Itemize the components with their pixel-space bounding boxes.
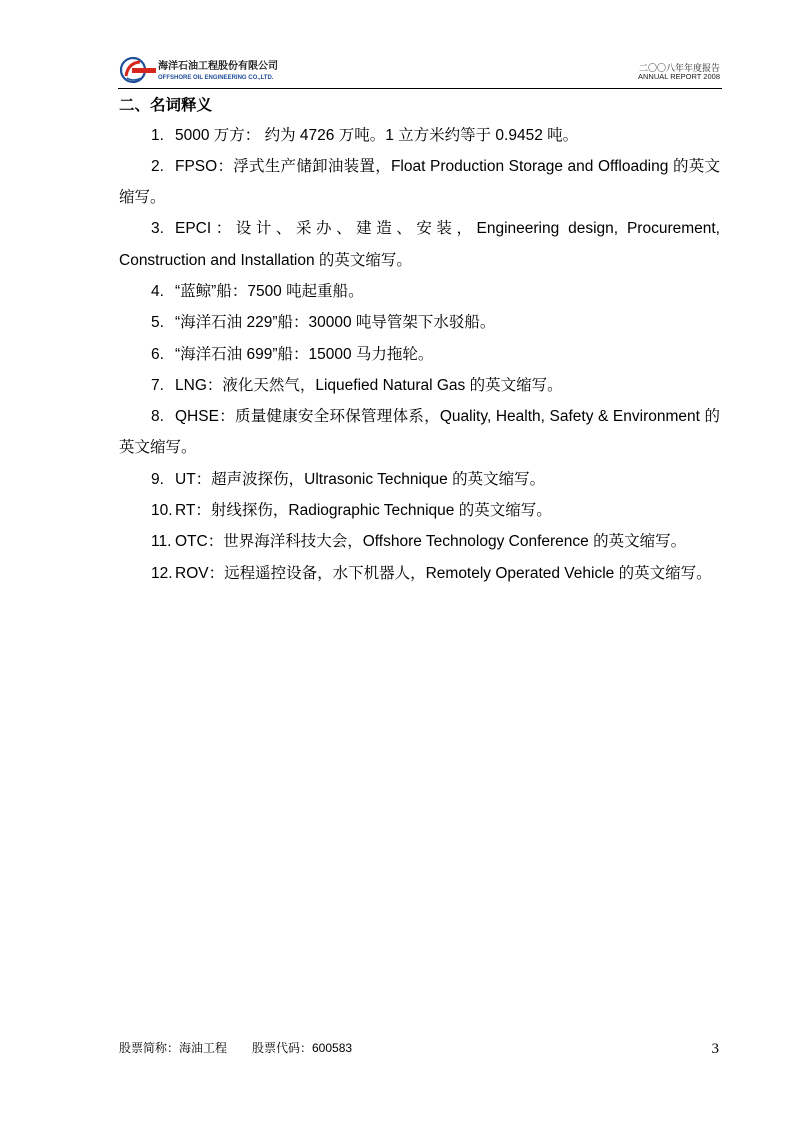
item-number: 5. bbox=[151, 314, 164, 332]
item-text: UT：超声波探伤，Ultrasonic Technique 的英文缩写。 bbox=[175, 470, 546, 488]
item-number: 12. bbox=[151, 564, 173, 582]
item-number: 6. bbox=[151, 345, 164, 363]
glossary-item-8 bbox=[119, 401, 720, 464]
item-text: LNG：液化天然气，Liquefied Natural Gas 的英文缩写。 bbox=[175, 376, 563, 394]
item-text: “蓝鲸”船：7500 吨起重船。 bbox=[175, 282, 364, 300]
item-text: EPCI：设计、采办、建造、安装，Engineering design, Procurement, Construction and Installation 的英文缩写。 bbox=[119, 220, 720, 269]
item-text: 5000 万方： 约为 4726 万吨。1 立方米约等于 0.9452 吨。 bbox=[175, 126, 579, 144]
item-number: 10. bbox=[151, 502, 173, 520]
glossary-item-4 bbox=[119, 276, 720, 307]
item-number: 2. bbox=[151, 157, 164, 175]
header-divider bbox=[118, 88, 722, 89]
glossary-item-11 bbox=[119, 526, 720, 557]
item-number: 3. bbox=[151, 220, 164, 238]
company-name-en: OFFSHORE OIL ENGINEERING CO.,LTD. bbox=[158, 75, 274, 81]
item-text: RT：射线探伤，Radiographic Technique 的英文缩写。 bbox=[175, 502, 552, 520]
glossary-item-9 bbox=[119, 464, 720, 495]
glossary-list bbox=[119, 120, 720, 589]
page-number: 3 bbox=[711, 1041, 719, 1057]
item-text: “海洋石油 699”船：15000 马力拖轮。 bbox=[175, 345, 434, 363]
glossary-item-2 bbox=[119, 151, 720, 214]
logo-band bbox=[132, 68, 156, 73]
item-text: ROV：远程遥控设备，水下机器人，Remotely Operated Vehicle 的英文缩写。 bbox=[175, 564, 712, 582]
glossary-item-12 bbox=[119, 558, 720, 589]
item-number: 7. bbox=[151, 376, 164, 394]
glossary-item-7 bbox=[119, 370, 720, 401]
section-title: 二、名词释义 bbox=[119, 97, 213, 114]
glossary-item-3 bbox=[119, 213, 720, 276]
glossary-item-5 bbox=[119, 307, 720, 338]
report-title-cn: 二〇〇八年年度报告 bbox=[638, 63, 720, 73]
item-text: FPSO：浮式生产储卸油装置，Float Production Storage and Offloading 的英文缩写。 bbox=[119, 157, 720, 207]
item-text: QHSE：质量健康安全环保管理体系，Quality, Health, Safety & Environment 的英文缩写。 bbox=[119, 408, 720, 457]
item-text: OTC：世界海洋科技大会，Offshore Technology Conference 的英文缩写。 bbox=[175, 533, 687, 551]
glossary-item-10 bbox=[119, 495, 720, 526]
company-name-cn: 海洋石油工程股份有限公司 bbox=[158, 61, 278, 72]
glossary-item-6 bbox=[119, 339, 720, 370]
report-title-en: ANNUAL REPORT 2008 bbox=[638, 72, 720, 81]
item-number: 9. bbox=[151, 470, 164, 488]
company-logo bbox=[119, 56, 157, 84]
item-text: “海洋石油 229”船：30000 吨导管架下水驳船。 bbox=[175, 314, 496, 332]
footer-stock-abbreviation: 股票简称：海油工程 bbox=[119, 1041, 228, 1055]
glossary-item-1 bbox=[119, 120, 720, 151]
item-number: 1. bbox=[151, 126, 164, 144]
item-number: 11. bbox=[151, 533, 172, 551]
company-logo-icon bbox=[119, 56, 157, 84]
item-number: 4. bbox=[151, 282, 164, 300]
item-number: 8. bbox=[151, 408, 164, 426]
footer-stock-code: 股票代码：600583 bbox=[252, 1041, 353, 1055]
